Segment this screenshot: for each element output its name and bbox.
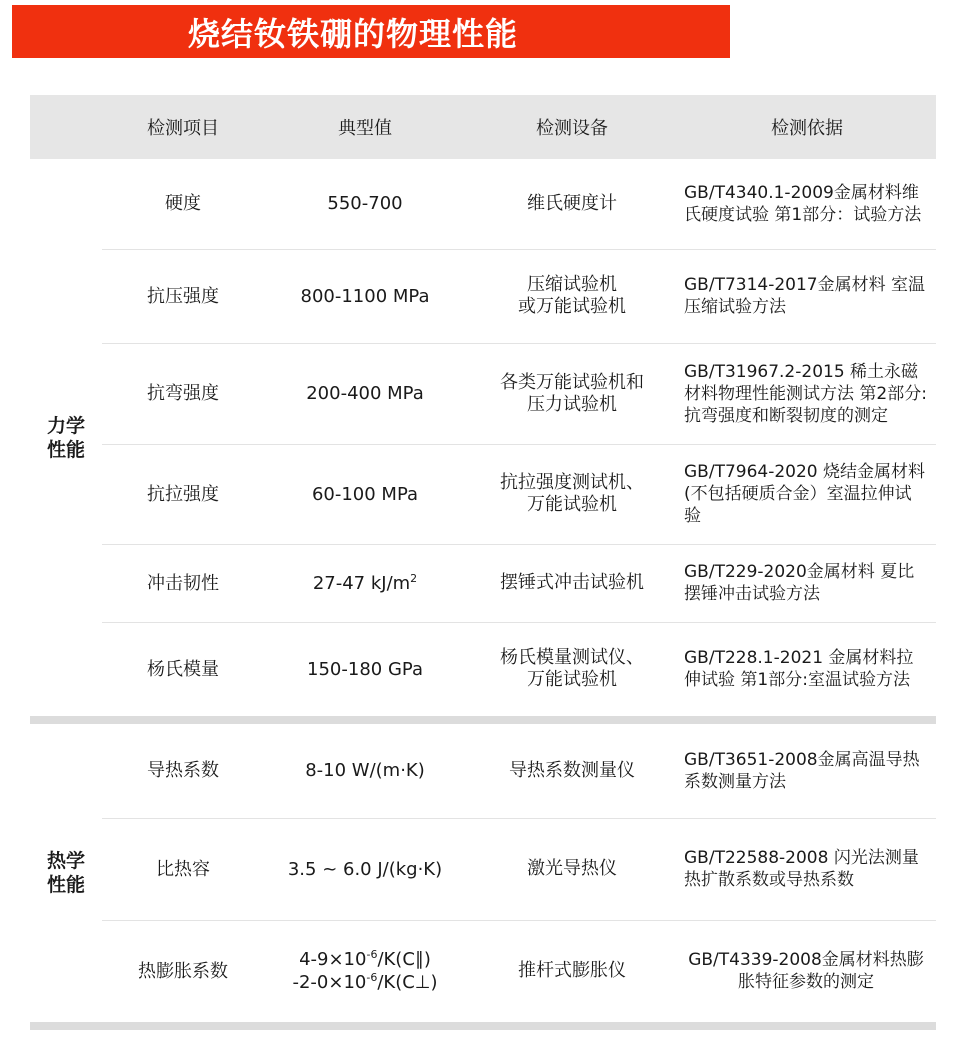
cell-standard: GB/T229-2020金属材料 夏比摆锤冲击试验方法 [678, 544, 936, 622]
cell-standard: GB/T4340.1-2009金属材料维氏硬度试验 第1部分：试验方法 [678, 159, 936, 249]
table-row [30, 544, 936, 622]
cell-item: 比热容 [102, 818, 264, 920]
device-line: 杨氏模量测试仪、 [500, 647, 644, 669]
cell-device [466, 159, 678, 249]
cell-device [466, 343, 678, 444]
header-value: 典型值 [264, 95, 466, 159]
cell-item: 抗压强度 [102, 249, 264, 343]
header-device: 检测设备 [466, 95, 678, 159]
header-row [30, 95, 936, 159]
cell-item: 杨氏模量 [102, 622, 264, 720]
device-line: 摆锤式冲击试验机 [500, 572, 644, 593]
cell-value: 800-1100 MPa [264, 249, 466, 343]
cell-item: 抗拉强度 [102, 444, 264, 544]
cell-standard: GB/T4339-2008金属材料热膨胀特征参数的测定 [678, 920, 936, 1026]
table-row [30, 343, 936, 444]
cell-value [264, 920, 466, 1026]
device-line: 推杆式膨胀仪 [518, 960, 626, 982]
device-line: 各类万能试验机和 [500, 371, 644, 393]
cell-standard: GB/T3651-2008金属高温导热系数测量方法 [678, 720, 936, 818]
device-line: 压力试验机 [527, 393, 617, 415]
header-standard: 检测依据 [678, 95, 936, 159]
cell-device [466, 818, 678, 920]
cell-standard: GB/T7964-2020 烧结金属材料(不包括硬质合金）室温拉伸试验 [678, 444, 936, 544]
cell-standard: GB/T31967.2-2015 稀土永磁材料物理性能测试方法 第2部分:抗弯强度和断裂韧度的测定 [678, 343, 936, 444]
group-label-line: 热学 [46, 850, 85, 872]
table-body [30, 159, 936, 1026]
device-line: 压缩试验机 [527, 274, 617, 295]
title-banner [12, 5, 730, 58]
cell-device [466, 444, 678, 544]
cell-device [466, 720, 678, 818]
cell-item: 冲击韧性 [102, 544, 264, 622]
table-row [30, 720, 936, 818]
cell-value: 3.5 ~ 6.0 J/(kg·K) [264, 818, 466, 920]
cell-value: 8-10 W/(m·K) [264, 720, 466, 818]
table-row [30, 444, 936, 544]
header-item: 检测项目 [102, 95, 264, 159]
group-label-line: 力学 [46, 414, 85, 437]
table-row [30, 920, 936, 1026]
device-line: 或万能试验机 [518, 296, 626, 317]
cell-value: 150-180 GPa [264, 622, 466, 720]
value-superscript: -6 [366, 948, 378, 962]
table-row [30, 818, 936, 920]
cell-item: 导热系数 [102, 720, 264, 818]
cell-standard: GB/T22588-2008 闪光法测量热扩散系数或导热系数 [678, 818, 936, 920]
cell-device [466, 920, 678, 1026]
table-row [30, 622, 936, 720]
cell-value [264, 544, 466, 622]
group-label-line: 性能 [46, 874, 85, 896]
cell-device [466, 622, 678, 720]
table-header [30, 95, 936, 159]
page-title: 烧结钕铁硼的物理性能 [188, 14, 519, 53]
cell-device [466, 249, 678, 343]
value-superscript: 2 [410, 571, 418, 585]
device-line: 抗拉强度测试机、 [500, 472, 644, 493]
value-text: /K(C⊥) [377, 972, 438, 994]
device-line: 维氏硬度计 [527, 192, 617, 214]
cell-device [466, 544, 678, 622]
value-text: -2-0×10 [292, 972, 367, 994]
value-text: /K(C∥) [377, 949, 431, 971]
cell-value: 200-400 MPa [264, 343, 466, 444]
cell-item: 硬度 [102, 159, 264, 249]
cell-value: 550-700 [264, 159, 466, 249]
group-label-line: 性能 [46, 438, 85, 461]
cell-standard: GB/T228.1-2021 金属材料拉伸试验 第1部分:室温试验方法 [678, 622, 936, 720]
value-superscript: -6 [366, 971, 378, 985]
value-text: 4-9×10 [299, 949, 367, 971]
properties-table [30, 95, 936, 1030]
device-line: 万能试验机 [527, 669, 617, 691]
device-line: 万能试验机 [527, 494, 617, 515]
group-label-mechanical [30, 159, 102, 720]
table-row [30, 249, 936, 343]
cell-value: 60-100 MPa [264, 444, 466, 544]
value-text: 27-47 kJ/m [312, 572, 411, 594]
cell-item: 热膨胀系数 [102, 920, 264, 1026]
device-line: 激光导热仪 [527, 858, 617, 879]
header-group [30, 95, 102, 159]
properties-table-wrapper [30, 95, 936, 1030]
cell-standard: GB/T7314-2017金属材料 室温压缩试验方法 [678, 249, 936, 343]
cell-item: 抗弯强度 [102, 343, 264, 444]
table-row [30, 159, 936, 249]
group-label-thermal [30, 720, 102, 1026]
device-line: 导热系数测量仪 [509, 759, 635, 781]
